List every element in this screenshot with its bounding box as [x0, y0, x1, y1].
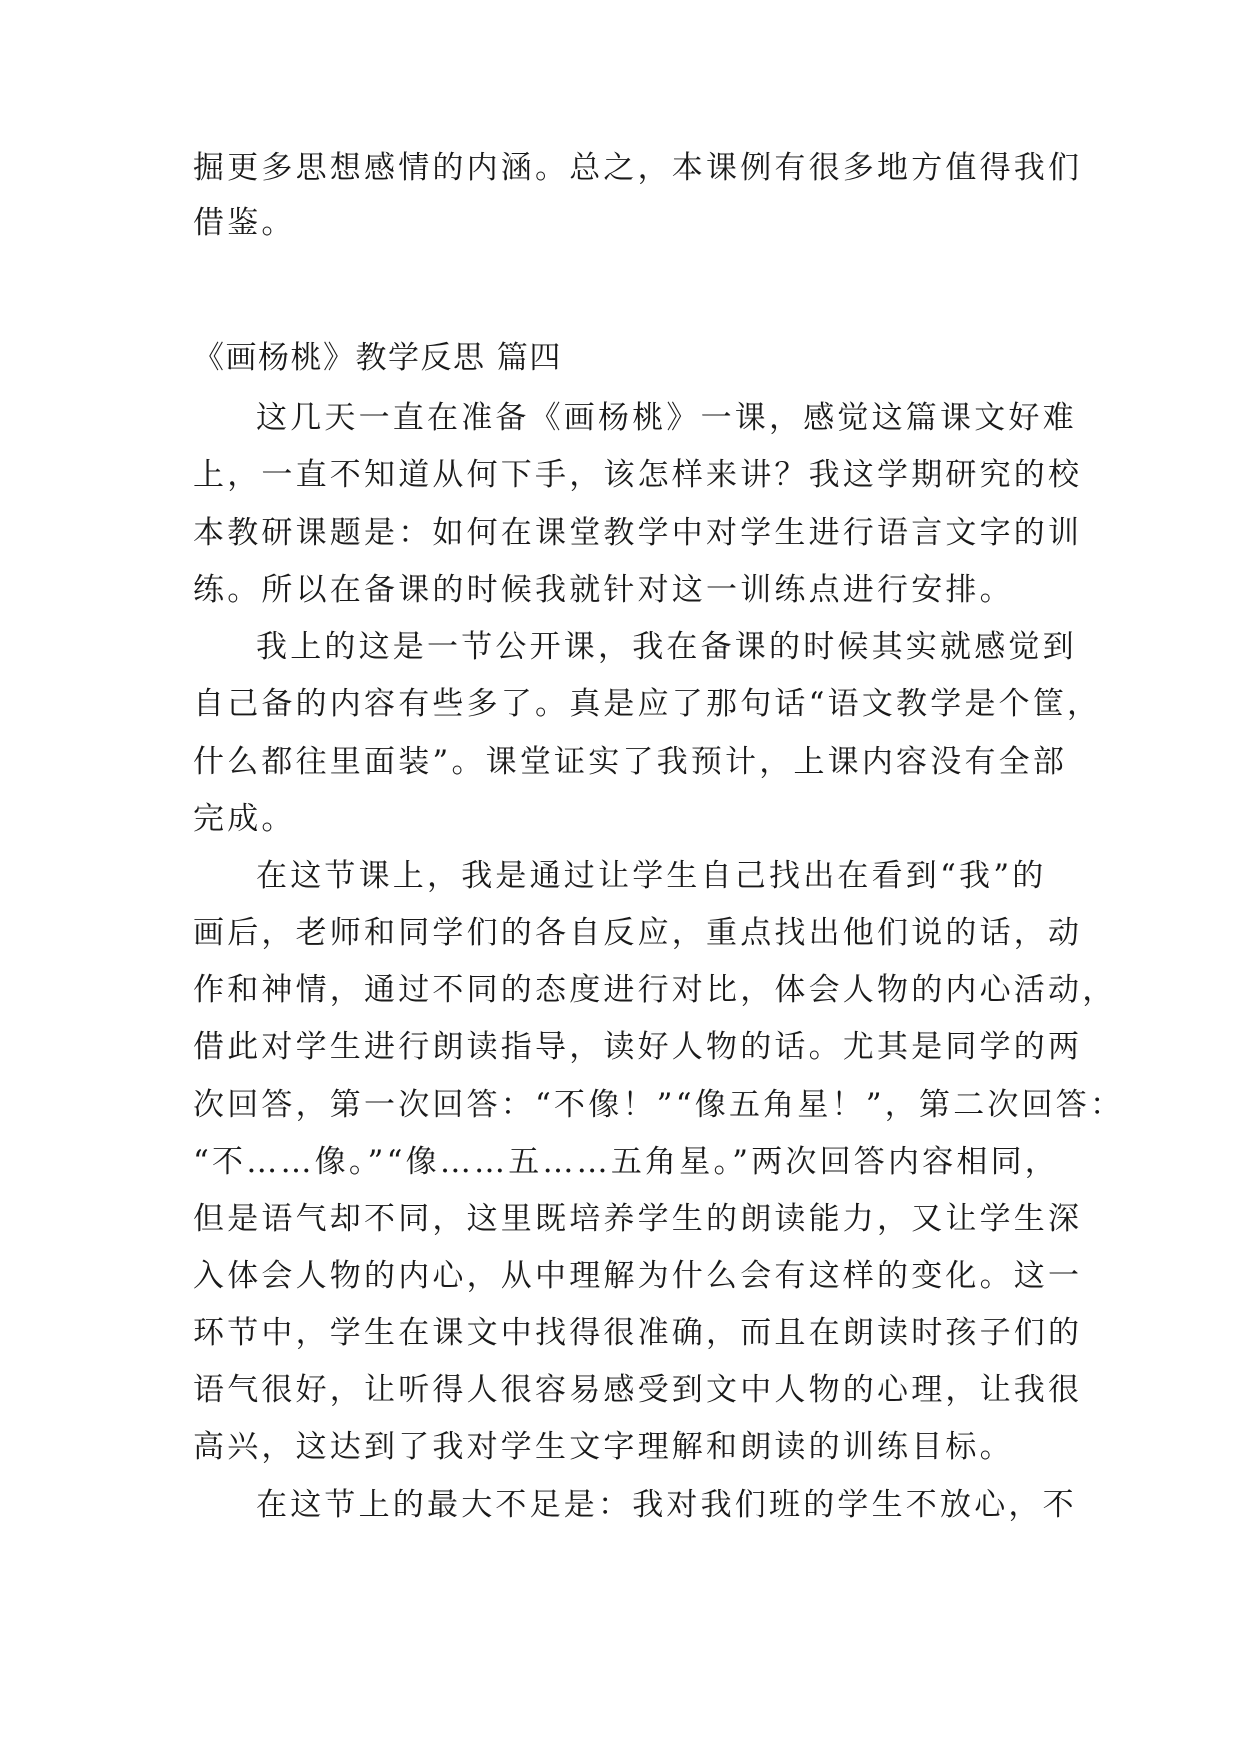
text-line: 借鉴。: [193, 205, 296, 241]
text-line: 高兴，这达到了我对学生文字理解和朗读的训练目标。: [193, 1429, 1014, 1465]
section-heading: 《画杨桃》教学反思 篇四: [193, 340, 562, 376]
paragraph-first-line: 在这节上的最大不足是：我对我们班的学生不放心，不: [256, 1487, 1077, 1523]
text-line: 次回答，第一次回答：“不像！”“像五角星！”，第二次回答：: [193, 1087, 1125, 1123]
paragraph-first-line: 我上的这是一节公开课，我在备课的时候其实就感觉到: [256, 629, 1077, 665]
text-line: 画后，老师和同学们的各自反应，重点找出他们说的话，动: [193, 915, 1083, 951]
text-line: 入体会人物的内心，从中理解为什么会有这样的变化。这一: [193, 1258, 1083, 1294]
text-line: “不……像。”“像……五……五角星。”两次回答内容相同，: [193, 1144, 1059, 1180]
paragraph-first-line: 在这节课上，我是通过让学生自己找出在看到“我”的: [256, 858, 1047, 894]
paragraph-first-line: 这几天一直在准备《画杨桃》一课，感觉这篇课文好难: [256, 400, 1077, 436]
text-line: 上，一直不知道从何下手，该怎样来讲？我这学期研究的校: [193, 457, 1083, 493]
text-line: 自己备的内容有些多了。真是应了那句话“语文教学是个筐，: [193, 686, 1102, 722]
text-line: 什么都往里面装”。课堂证实了我预计，上课内容没有全部: [193, 744, 1068, 780]
text-line: 掘更多思想感情的内涵。总之，本课例有很多地方值得我们: [193, 150, 1083, 186]
text-line: 练。所以在备课的时候我就针对这一训练点进行安排。: [193, 572, 1014, 608]
text-line: 作和神情，通过不同的态度进行对比，体会人物的内心活动，: [193, 972, 1117, 1008]
text-line: 本教研课题是：如何在课堂教学中对学生进行语言文字的训: [193, 515, 1083, 551]
text-line: 环节中，学生在课文中找得很准确，而且在朗读时孩子们的: [193, 1315, 1083, 1351]
text-line: 完成。: [193, 801, 296, 837]
text-line: 借此对学生进行朗读指导，读好人物的话。尤其是同学的两: [193, 1029, 1083, 1065]
text-line: 但是语气却不同，这里既培养学生的朗读能力，又让学生深: [193, 1201, 1083, 1237]
text-line: 语气很好，让听得人很容易感受到文中人物的心理，让我很: [193, 1372, 1083, 1408]
